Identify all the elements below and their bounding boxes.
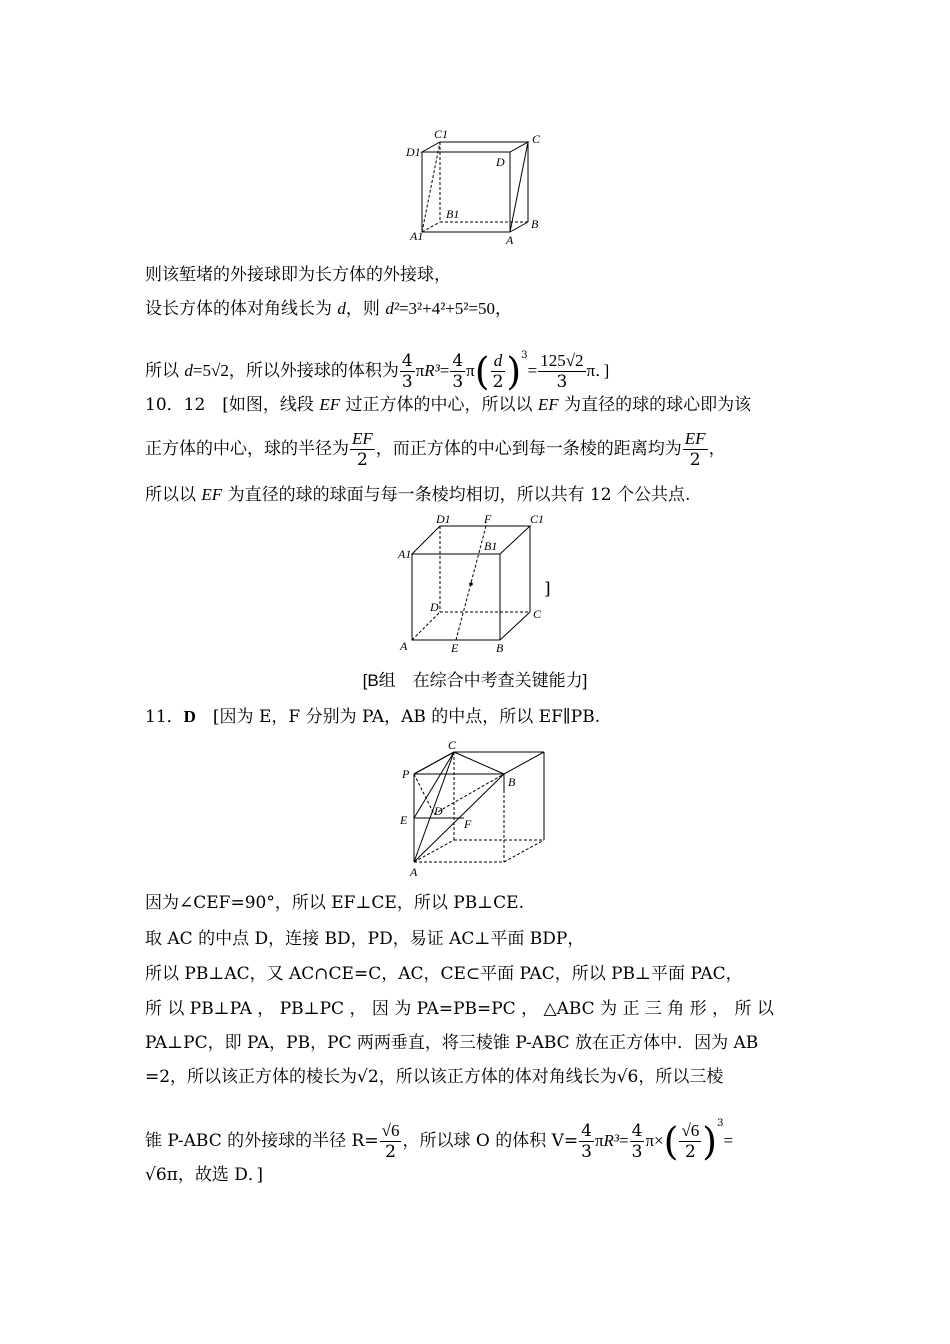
fig3-label: E [400,813,408,827]
fig2-label: B1 [484,539,498,553]
text-line: 因为∠CEF=90°，所以 EF⊥CE，所以 PB⊥CE. [145,893,524,913]
fig2-label: D1 [436,514,451,526]
fig3-label: F [464,817,472,831]
q10-line1: 10．12 [如图，线段 EF 过正方体的中心，所以以 EF 为直径的球的球心即为该 [145,395,752,415]
fig2-label: B [496,641,504,655]
fig1-label: D1 [406,145,421,159]
figure-cube [396,514,556,656]
text-line: 取 AC 的中点 D，连接 BD，PD，易证 AC⊥平面 BDP， [145,929,585,949]
fig3-label: B [508,775,516,789]
bracket-close: ] [544,579,551,599]
fig1-label: A1 [410,229,424,243]
fig3-label: D [434,804,443,818]
fig2-label: A1 [398,547,412,561]
fig2-label: F [484,514,492,526]
q10-line3: 所以以 EF 为直径的球的球面与每一条棱均相切，所以共有 12 个公共点. [145,485,691,505]
fig1-label: B [531,217,539,231]
text-line: √6π，故选 D．] [145,1165,263,1185]
formula-line: 所以 d=5√2，所以外接球的体积为 $\frac{4}{3}$ πR³= $\frac{4}{3}$ π( $\frac{d}{2}$ )$^3$= $\frac{125√2}{3}$ π．] [145,349,610,394]
fig2-label: D [430,600,439,614]
section-title: [B组 在综合中考查关键能力] [362,671,588,690]
formula-line: 锥 P-ABC 的外接球的半径 R= $\frac{√6}{2}$ ，所以球 O 的体积 V= $\frac{4}{3}$ πR³= $\frac{4}{3}$ π×( $\frac{√6}{2}$ )$^3$= [145,1118,734,1164]
fig2-label: E [451,641,459,655]
q10-line2: 正方体的中心，球的半径为 $\frac{EF}{2}$ ，而正方体的中心到每一条棱的距离均为 $\frac{EF}{2}$ ， [145,429,726,470]
q11-line1: 11．D [因为 E，F 分别为 PA，AB 的中点，所以 EF∥PB. [145,707,601,727]
figure-pyramid [398,738,558,878]
text-line: 设长方体的体对角线长为 d，则 d²=3²+4²+5²=50， [145,299,513,319]
text-line: =2，所以该正方体的棱长为√2，所以该正方体的体对角线长为√6，所以三棱 [145,1067,724,1087]
fig2-label: A [400,639,408,653]
fig2-label: C [533,607,542,621]
text-line: 则该堑堵的外接球即为长方体的外接球， [145,265,451,285]
fig1-label: C [532,132,541,146]
fig2-label: C1 [530,514,545,526]
fig3-label: C [448,738,457,752]
text-line: PA⊥PC，即 PA，PB，PC 两两垂直，将三棱锥 P-ABC 放在正方体中．因为 AB [145,1033,759,1053]
fig1-label: A [506,233,514,246]
figure-box [400,126,560,246]
fig3-label: A [410,865,418,878]
fig3-label: P [402,767,410,781]
fig1-label: B1 [446,207,460,221]
fig1-label: D [496,155,505,169]
fig1-label: C1 [434,127,449,141]
text-line: 所 以 PB⊥PA ， PB⊥PC ， 因 为 PA=PB=PC ， △ABC 为 正 三 角 形 ， 所 以 [145,999,774,1019]
text-line: 所以 PB⊥AC，又 AC∩CE=C，AC，CE⊂平面 PAC，所以 PB⊥平面 PAC， [145,964,743,984]
